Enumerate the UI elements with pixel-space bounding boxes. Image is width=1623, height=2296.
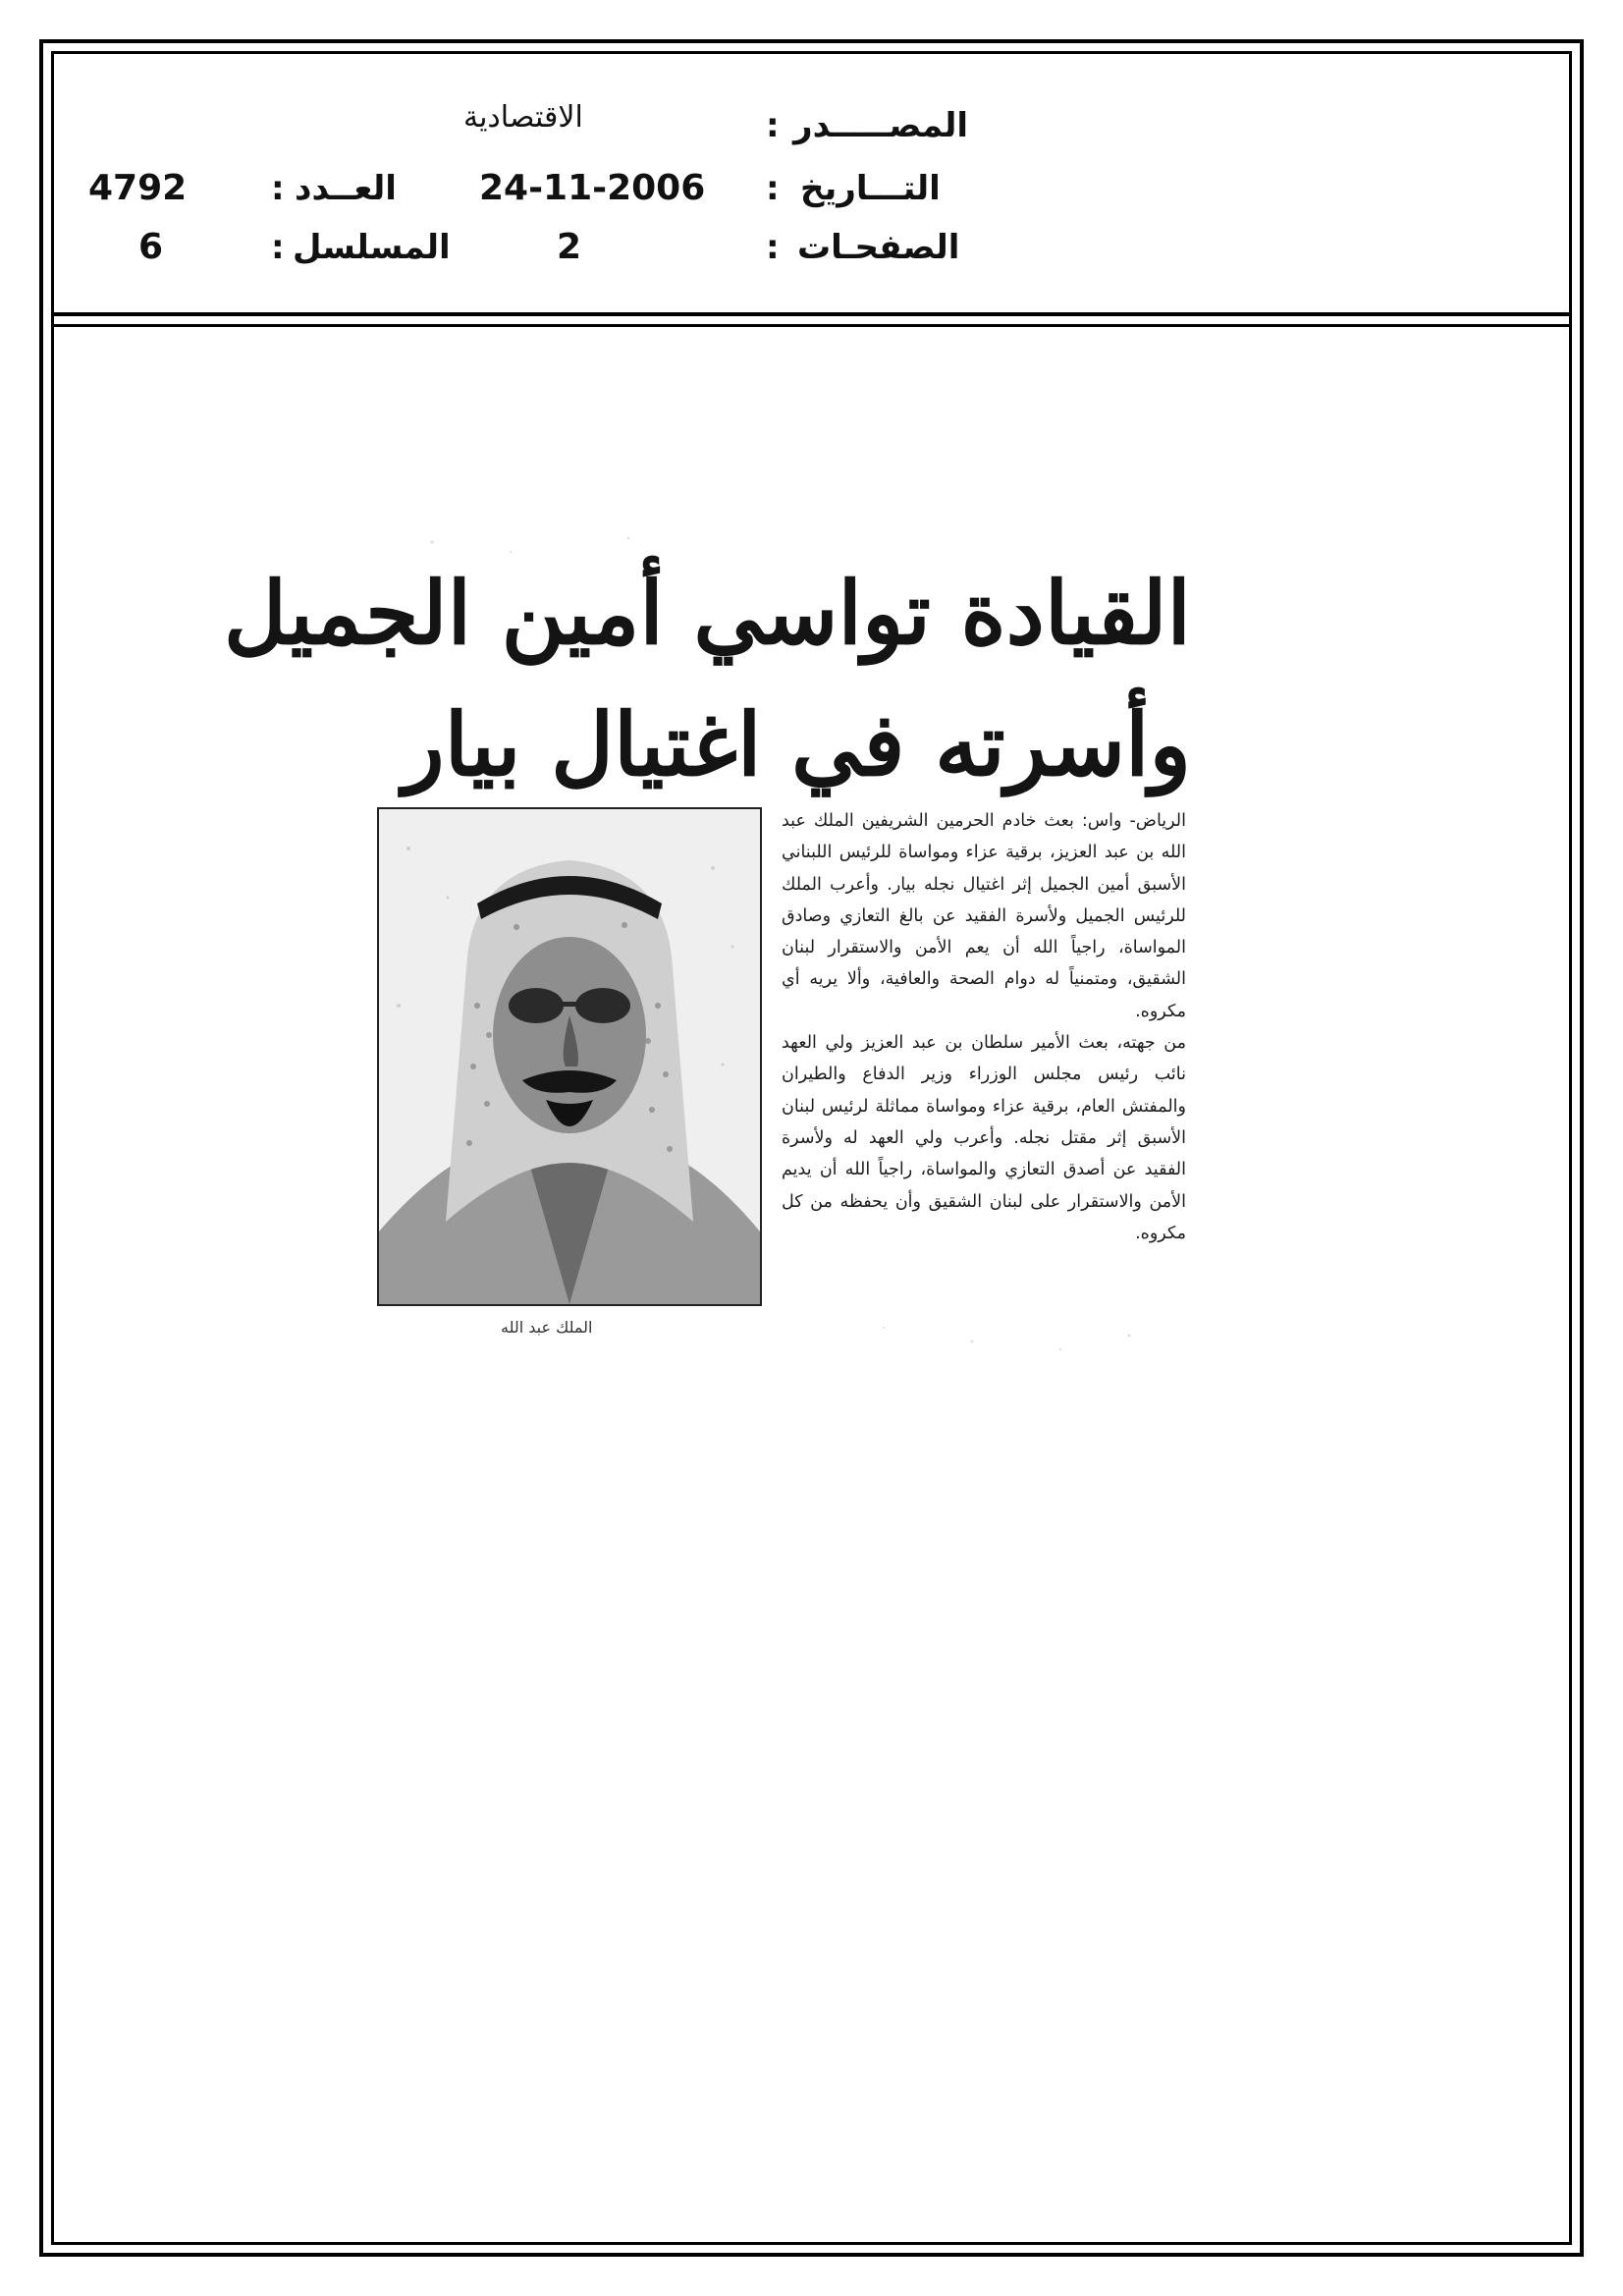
photo-caption: الملك عبد الله — [501, 1318, 593, 1337]
article-headline-line2: وأسرته في اغتيال بيار — [403, 693, 1191, 795]
serial-colon: : — [271, 228, 285, 267]
serial-label: المسلسل — [293, 228, 451, 267]
pages-label: الصفحـات — [797, 228, 960, 267]
date-colon: : — [766, 169, 780, 208]
article-body — [782, 805, 1186, 1249]
date-value: 24-11-2006 — [479, 168, 706, 208]
date-label: التـــاريخ — [800, 169, 941, 208]
article-paragraph: من جهته، بعث الأمير سلطان بن عبد العزيز ولي العهد نائب رئيس مجلس الوزراء وزير الدفاع والطيران والمفتش العام، برقية عزاء ومواساة مماثلة لرئيس لبنان الأسبق إثر مقتل نجله. وأعرب ولي العهد له ولأسرة الفقيد عن أصدق التعازي والمواساة، راجياً الله أن يديم الأمن والاستقرار على لبنان الشقيق وأن يحفظه من كل مكروه. — [782, 1033, 1186, 1243]
article-headline-line1: القيادة تواسي أمين الجميل — [223, 562, 1191, 664]
source-label: المصـــــدر — [793, 106, 969, 145]
pages-value: 2 — [557, 227, 582, 267]
serial-value: 6 — [138, 227, 164, 267]
header-divider-inner — [51, 324, 1572, 327]
issue-value: 4792 — [88, 168, 188, 208]
issue-label: العــدد — [295, 169, 397, 208]
article-photo — [377, 807, 762, 1306]
pages-colon: : — [766, 228, 780, 267]
issue-colon: : — [271, 169, 285, 208]
portrait-illustration — [379, 809, 760, 1304]
source-value: الاقتصادية — [463, 100, 583, 135]
header-divider — [51, 312, 1572, 316]
article-paragraph: الرياض- واس: بعث خادم الحرمين الشريفين الملك عبد الله بن عبد العزيز، برقية عزاء ومواساة للرئيس اللبناني الأسبق أمين الجميل إثر اغتيال نجله بيار. وأعرب الملك للرئيس الجميل ولأسرة الفقيد عن بالغ التعازي وصادق المواساة، راجياً الله أن يعم الأمن والاستقرار لبنان الشقيق، ومتمنياً له دوام الصحة والعافية، وألا يريه أي مكروه. — [782, 811, 1186, 1021]
source-colon: : — [766, 106, 780, 145]
